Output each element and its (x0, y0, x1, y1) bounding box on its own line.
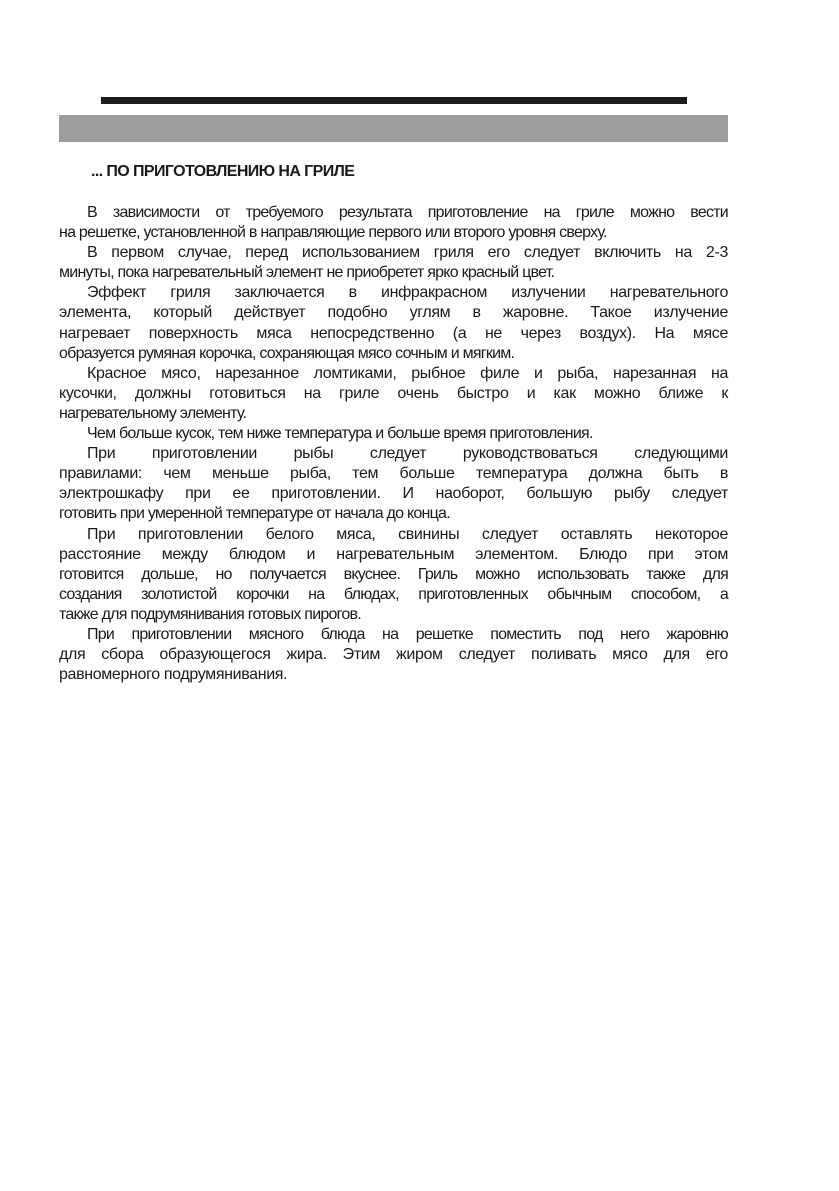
paragraph-line: нагревает поверхность мяса непосредственно (а не через воздух). На мясе (59, 324, 728, 342)
paragraph-line: расстояние между блюдом и нагревательным элементом. Блюдо при этом (59, 545, 728, 563)
paragraph-line: При приготовлении мясного блюда на решетке поместить под него жаровню (87, 625, 728, 643)
paragraph-line: кусочки, должны готовиться на гриле очень быстро и как можно ближе к (59, 384, 728, 402)
header-rule (101, 97, 687, 104)
paragraph-line: В зависимости от требуемого результата приготовление на гриле можно вести (87, 204, 728, 221)
paragraph-line: В первом случае, перед использованием гриля его следует включить на 2-3 (87, 244, 728, 262)
paragraph-line: на решетке, установленной в направляющие первого или второго уровня сверху. (59, 224, 607, 242)
paragraph-line: электрошкафу при ее приготовлении. И наоборот, большую рыбу следует (59, 485, 728, 503)
section-band (59, 115, 728, 142)
paragraph-line: элемента, который действует подобно углям в жаровне. Такое излучение (59, 304, 728, 322)
paragraph-line: Красное мясо, нарезанное ломтиками, рыбное филе и рыба, нарезанная на (87, 364, 728, 382)
paragraph-line: образуется румяная корочка, сохраняющая мясо сочным и мягким. (59, 344, 515, 362)
paragraph-line: также для подрумянивания готовых пирогов. (59, 605, 361, 623)
paragraph-line: нагревательному элементу. (59, 404, 247, 422)
paragraph-line: для сбора образующегося жира. Этим жиром следует поливать мясо для его (59, 646, 728, 664)
body-text (59, 203, 728, 685)
paragraph-line: Чем больше кусок, тем ниже температура и больше время приготовления. (87, 425, 593, 443)
section-heading: ... ПО ПРИГОТОВЛЕНИЮ НА ГРИЛЕ (91, 163, 355, 180)
paragraph-line: равномерного подрумянивания. (59, 666, 288, 684)
paragraph-line: готовится дольше, но получается вкуснее. Гриль можно использовать также для (59, 565, 728, 583)
paragraph-line: правилами: чем меньше рыба, тем больше температура должна быть в (59, 465, 728, 483)
paragraph-line: готовить при умеренной температуре от начала до конца. (59, 505, 450, 523)
paragraph-line: Эффект гриля заключается в инфракрасном излучении нагревательного (87, 284, 728, 302)
paragraph-line: минуты, пока нагревательный элемент не приобретет ярко красный цвет. (59, 264, 555, 282)
paragraph-line: При приготовлении белого мяса, свинины следует оставлять некоторое (87, 525, 728, 543)
paragraph-line: При приготовлении рыбы следует руководствоваться следующими (87, 445, 728, 463)
paragraph-line: создания золотистой корочки на блюдах, приготовленных обычным способом, а (59, 585, 728, 603)
